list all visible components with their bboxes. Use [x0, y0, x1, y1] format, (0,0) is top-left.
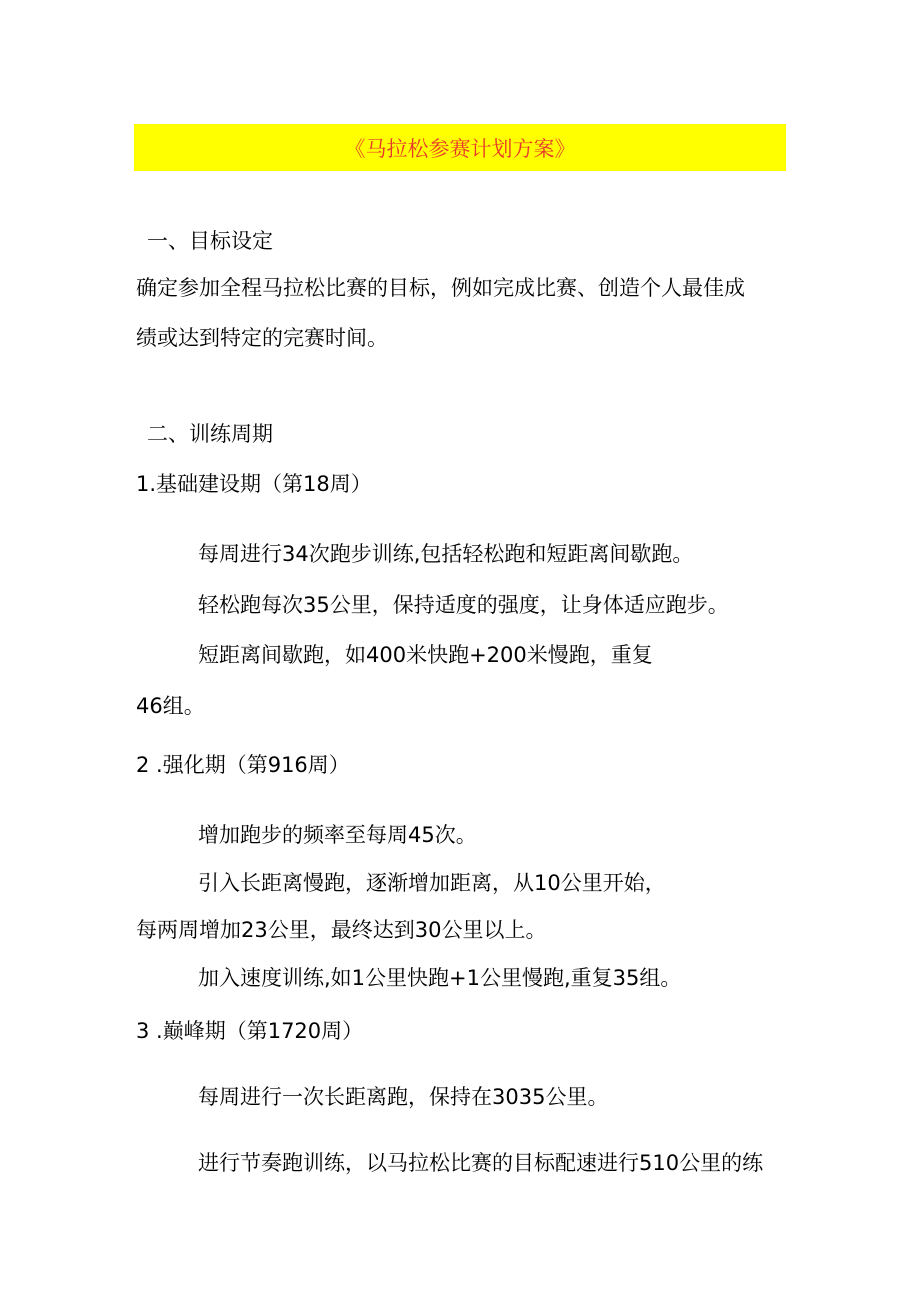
- paragraph-line: 每周进行一次长距离跑，保持在3035公里。: [198, 1085, 609, 1109]
- paragraph-line: 绩或达到特定的完赛时间。: [136, 326, 388, 350]
- paragraph-line: 46组。: [136, 694, 205, 718]
- subsection-heading-base-phase: 1.基础建设期（第18周）: [136, 472, 372, 496]
- paragraph-line: 进行节奏跑训练，以马拉松比赛的目标配速进行510公里的练: [198, 1151, 764, 1175]
- paragraph-line: 确定参加全程马拉松比赛的目标，例如完成比赛、创造个人最佳成: [136, 276, 745, 300]
- subsection-heading-peak-phase: 3 .巅峰期（第1720周）: [136, 1019, 364, 1043]
- document-title: 《马拉松参赛计划方案》: [344, 136, 576, 161]
- paragraph-line: 每两周增加23公里，最终达到30公里以上。: [136, 918, 547, 942]
- document-title-highlight: [134, 124, 786, 171]
- subsection-heading-strengthen-phase: 2 .强化期（第916周）: [136, 753, 350, 777]
- paragraph-line: 每周进行34次跑步训练,包括轻松跑和短距离间歇跑。: [198, 542, 694, 566]
- paragraph-line: 轻松跑每次35公里，保持适度的强度，让身体适应跑步。: [198, 593, 729, 617]
- section-heading-training-cycle: 二、训练周期: [147, 422, 273, 446]
- paragraph-line: 短距离间歇跑，如400米快跑+200米慢跑，重复: [198, 643, 653, 667]
- paragraph-line: 引入长距离慢跑，逐渐增加距离，从10公里开始，: [198, 871, 666, 895]
- section-heading-goal: 一、目标设定: [147, 229, 273, 253]
- paragraph-line: 增加跑步的频率至每周45次。: [198, 823, 477, 847]
- paragraph-line: 加入速度训练,如1公里快跑+1公里慢跑,重复35组。: [198, 966, 682, 990]
